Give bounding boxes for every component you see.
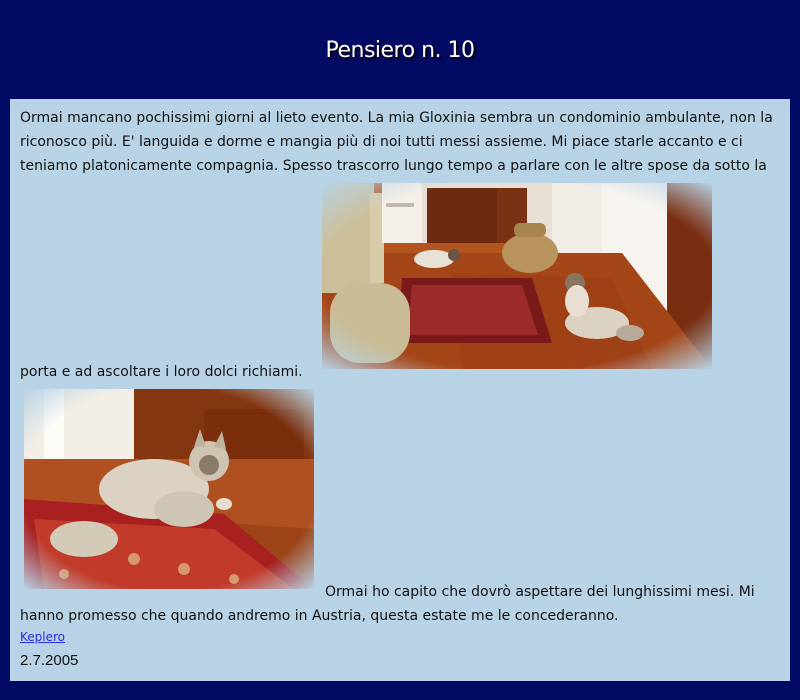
cat-on-rug-photo <box>24 389 314 589</box>
cat-on-rug-image <box>24 389 314 589</box>
hallway-cats-image <box>322 183 712 369</box>
author-link[interactable]: Keplero <box>20 630 65 644</box>
paragraph-line-1: Ormai mancano pochissimi giorni al lieto evento. La mia Gloxinia sembra un condominio ambulante, non la <box>20 110 773 126</box>
paragraph-line-2: riconosco più. E' languida e dorme e mangia più di noi tutti messi assieme. Mi piace starle accanto e ci <box>20 134 743 150</box>
hallway-cats-photo <box>322 183 712 369</box>
paragraph-line-3: teniamo platonicamente compagnia. Spesso trascorro lungo tempo a parlare con le altre spose da sotto la <box>20 158 767 174</box>
paragraph-line-4: porta e ad ascoltare i loro dolci richiami. <box>20 364 303 380</box>
paragraph-line-5: Ormai ho capito che dovrò aspettare dei lunghissimi mesi. Mi <box>325 584 755 600</box>
post-date: 2.7.2005 <box>20 652 79 669</box>
page-title: Pensiero n. 10 <box>325 38 475 63</box>
paragraph-line-6: hanno promesso che quando andremo in Austria, questa estate me le concederanno. <box>20 608 619 624</box>
content-panel <box>10 99 790 681</box>
